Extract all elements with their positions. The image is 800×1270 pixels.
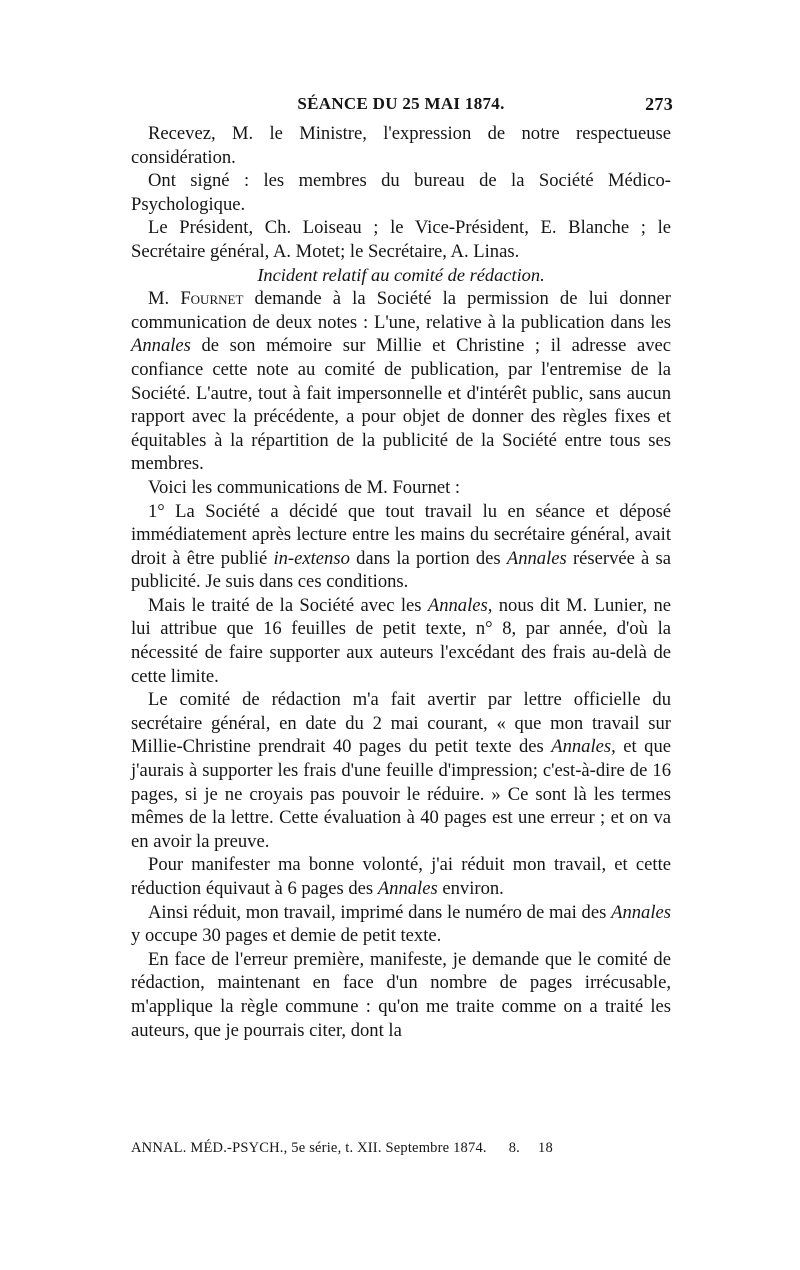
footer [131,1140,671,1157]
paragraph-signatories: Le Président, Ch. Loiseau ; le Vice-Président, E. Blanche ; le Secrétaire général, A. Motet; le Secrétaire, A. Linas. [131,217,671,262]
running-title: SÉANCE DU 25 MAI 1874. [297,94,505,113]
speaker-name: M. Fournet [148,288,244,310]
paragraph-text: y occupe 30 pages et demie de petit texte. [131,925,442,947]
paragraph-committee-letter [131,688,671,853]
paragraph-signed: Ont signé : les membres du bureau de la Société Médico-Psychologique. [131,170,671,215]
running-head [131,94,671,122]
paragraph-text: Pour manifester ma bonne volonté, j'ai réduit mon travail, et cette réduction équivaut à 6 pages des [131,854,671,899]
italic-title: Annales [427,594,488,616]
paragraph-text: , nous dit M. Lunier, ne lui attribue que 16 feuilles de petit texte, n° 8, par année, d'où la nécessité de faire supporter aux auteurs l'excédant des frais au-delà de cette limite. [131,594,671,687]
page-number: 273 [645,94,673,114]
paragraph-text: Ainsi réduit, mon travail, imprimé dans le numéro de mai des [148,901,612,923]
paragraph-point-one [131,500,671,594]
italic-title: Annales [611,901,671,923]
paragraph-text: , et que j'aurais à supporter les frais d'une feuille d'impression; c'est-à-dire de 16 pages, si je ne croyais pas pouvoir le réduire. » Ce sont là les termes mêmes de la lettre. Cette évaluation à 40 pages est une erreur ; et on va en avoir la preuve. [131,736,671,852]
paragraph-text: demande à la Société la permission de lui donner communication de deux notes : L'une, relative à la publication dans les [131,288,671,333]
paragraph-treaty [131,594,671,688]
italic-term: in-extenso [273,547,350,569]
paragraph-text: dans la portion des [349,547,507,569]
page [131,94,671,1042]
journal-citation: ANNAL. MÉD.-PSYCH., 5e série, t. XII. Septembre 1874. [131,1140,487,1156]
paragraph-reduced [131,901,671,948]
italic-title: Annales [551,736,612,758]
paragraph-goodwill [131,853,671,900]
paragraph-fournet-request [131,287,671,476]
paragraph-text: de son mémoire sur Millie et Christine ; il adresse avec confiance cette note au comité de publication, par l'entremise de la Société. L'autre, tout à fait impersonnelle et d'intérêt public, sans aucun rapport avec la précédente, a pour objet de donner des règles fixes et équitables à la répartition de la publicité de la Société entre tous ses membres. [131,335,671,475]
signature-number: 8. [508,1140,521,1156]
paragraph-closing: Recevez, M. le Ministre, l'expression de notre respectueuse considération. [131,123,671,168]
paragraph-demand: En face de l'erreur première, manifeste, je demande que le comité de rédaction, maintenant en face d'un nombre de pages irrécusable, m'applique la règle commune : qu'on me traite comme on a traité les auteurs, que je pourrais citer, dont la [131,948,671,1041]
section-title: Incident relatif au comité de rédaction. [257,264,545,285]
paragraph-text: réservée à sa publicité. Je suis dans ces conditions. [131,547,671,593]
italic-title: Annales [506,547,567,569]
italic-title: Annales [377,878,438,899]
paragraph-text: Le comité de rédaction m'a fait avertir par lettre officielle du secrétaire général, en date du 2 mai courant, « que mon travail sur Millie-Christine prendrait 40 pages du petit texte des [131,689,671,758]
paragraph-communications-intro: Voici les communications de M. Fournet : [148,476,461,498]
paragraph-text: 1° La Société a décidé que tout travail lu en séance et déposé immédiatement après lecture entre les mains du secrétaire général, avait droit à être publié [131,500,671,569]
sheet-number: 18 [538,1140,553,1156]
italic-title: Annales [131,335,191,357]
paragraph-text: environ. [437,878,504,899]
paragraph-text: Mais le traité de la Société avec les [148,594,428,616]
body-text [131,122,671,1042]
